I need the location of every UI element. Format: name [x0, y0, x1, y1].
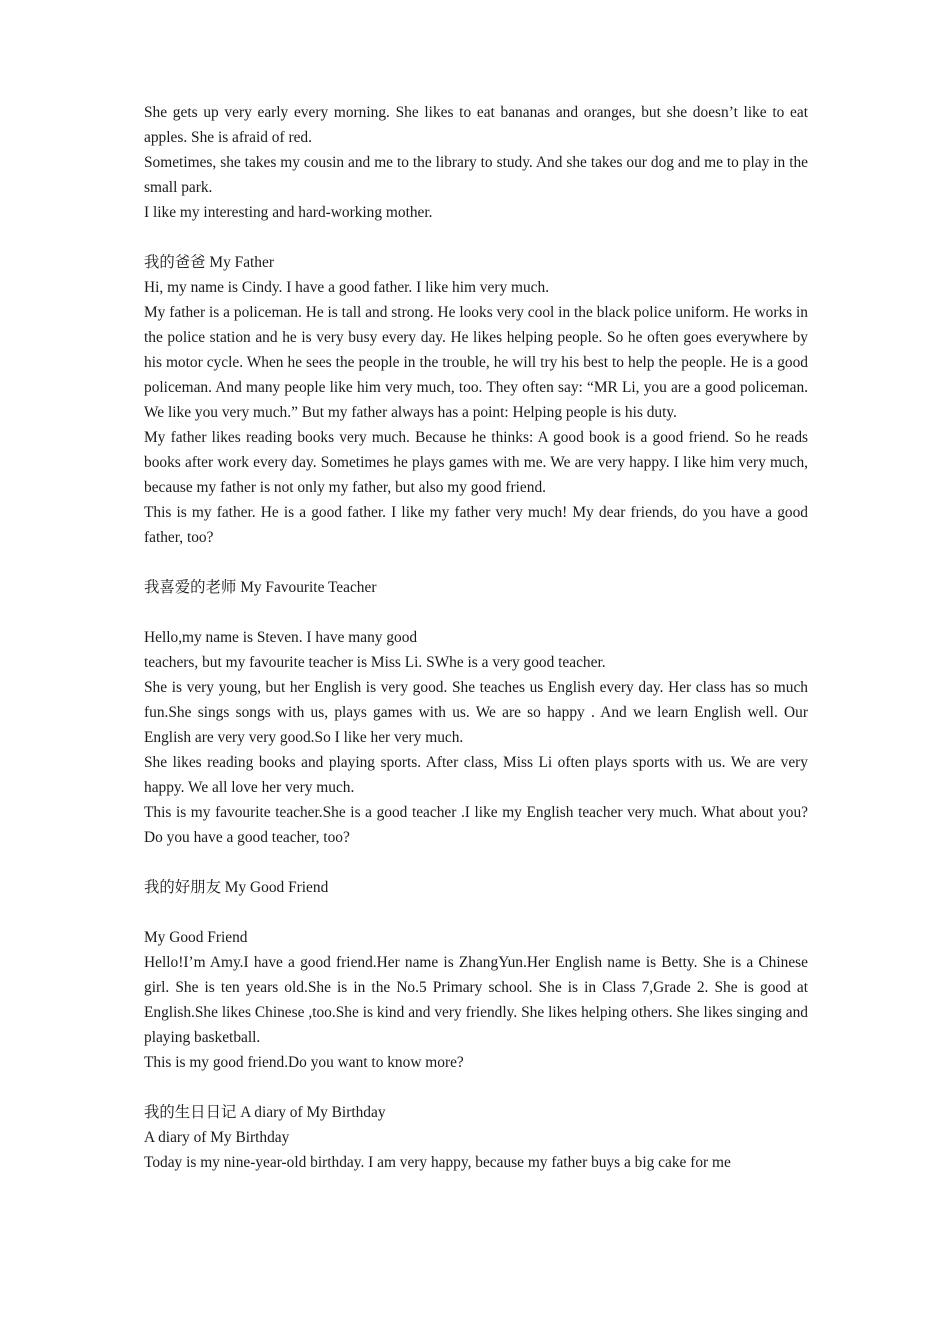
paragraph-spacer — [144, 550, 808, 575]
paragraph: teachers, but my favourite teacher is Miss Li. SWhe is a very good teacher. — [144, 654, 606, 671]
paragraph-spacer — [144, 600, 808, 625]
paragraph: This is my father. He is a good father. I like my father very much! My dear friends, do you have a good father, too? — [144, 504, 808, 546]
section-heading: 我的生日日记 A diary of My Birthday — [144, 1104, 386, 1121]
paragraph: I like my interesting and hard-working mother. — [144, 204, 433, 221]
paragraph: My father is a policeman. He is tall and strong. He looks very cool in the black police uniform. He works in the police station and he is very busy every day. He likes helping people. So he often goes everywhere by his motor cycle. When he sees the people in the trouble, he will try his best to help the people. He is a good policeman. And many people like him very much, too. They often say: “MR Li, you are a good policeman. We like you very much.” But my father always has a point: Helping people is his duty. — [144, 304, 808, 421]
paragraph: My Good Friend — [144, 929, 248, 946]
paragraph: Sometimes, she takes my cousin and me to the library to study. And she takes our dog and me to play in the small park. — [144, 154, 808, 196]
paragraph: A diary of My Birthday — [144, 1129, 290, 1146]
paragraph: This is my favourite teacher.She is a good teacher .I like my English teacher very much. What about you?Do you have a good teacher, too? — [144, 804, 808, 846]
paragraph: She likes reading books and playing sports. After class, Miss Li often plays sports with us. We are very happy. We all love her very much. — [144, 754, 808, 796]
paragraph: She is very young, but her English is very good. She teaches us English every day. Her class has so much fun.She sings songs with us, plays games with us. We are so happy . And we learn English well. Our English are very very good.So I like her very much. — [144, 679, 808, 746]
document-page — [144, 100, 808, 1175]
paragraph: This is my good friend.Do you want to know more? — [144, 1054, 464, 1071]
paragraph: Hello!I’m Amy.I have a good friend.Her name is ZhangYun.Her English name is Betty. She is a Chinese girl. She is ten years old.She is in the No.5 Primary school. She is in Class 7,Grade 2. She is good at English.She likes Chinese ,too.She is kind and very friendly. She likes helping others. She likes singing and playing basketball. — [144, 954, 808, 1046]
section-heading: 我的好朋友 My Good Friend — [144, 879, 329, 896]
paragraph: She gets up very early every morning. She likes to eat bananas and oranges, but she doesn’t like to eat apples. She is afraid of red. — [144, 104, 808, 146]
paragraph: My father likes reading books very much. Because he thinks: A good book is a good friend. So he reads books after work every day. Sometimes he plays games with me. We are very happy. I like him very much, because my father is not only my father, but also my good friend. — [144, 429, 808, 496]
section-heading: 我喜爱的老师 My Favourite Teacher — [144, 579, 377, 596]
paragraph: Hi, my name is Cindy. I have a good father. I like him very much. — [144, 279, 550, 296]
section-heading: 我的爸爸 My Father — [144, 254, 274, 271]
paragraph-spacer — [144, 225, 808, 250]
paragraph: Hello,my name is Steven. I have many good — [144, 629, 418, 646]
paragraph-spacer — [144, 850, 808, 875]
paragraph: Today is my nine-year-old birthday. I am very happy, because my father buys a big cake for me — [144, 1154, 731, 1171]
paragraph-spacer — [144, 1075, 808, 1100]
paragraph-spacer — [144, 900, 808, 925]
